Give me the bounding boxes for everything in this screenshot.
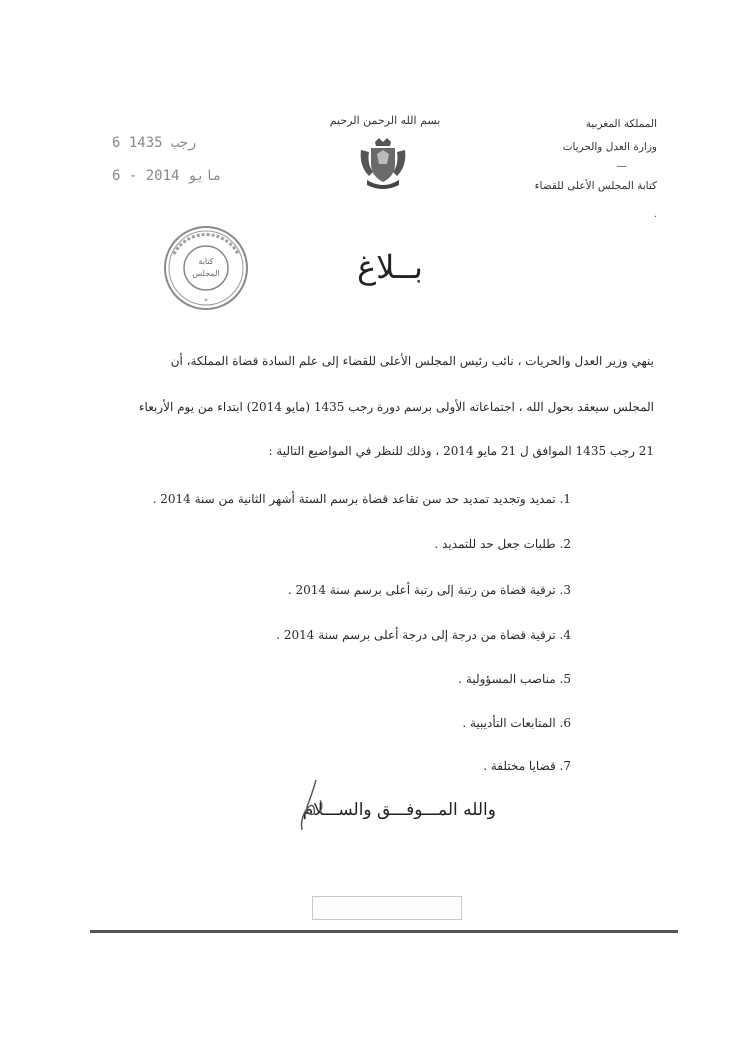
header-kingdom: المملكة المغربية <box>585 118 657 130</box>
date-stamp-gregorian: 6 - مايو 2014 <box>112 168 222 184</box>
seal-ring-icon <box>162 224 250 312</box>
closing-salutation: والله المـــوفـــق والســـلام <box>302 800 496 820</box>
body-line: المجلس سيعقد بحول الله ، اجتماعاته الأولى برسم دورة رجب 1435 (مايو 2014) ابتداء من يوم الأربعاء <box>138 400 654 414</box>
agenda-item: 3. ترقية قضاة من رتبة إلى رتبة أعلى برسم سنة 2014 . <box>287 583 571 597</box>
seal-text-top: كتابة <box>198 257 214 266</box>
bismillah: بسم الله الرحمن الرحيم <box>329 114 441 127</box>
header-council-office: كتابة المجلس الأعلى للقضاء <box>534 180 657 192</box>
agenda-item: 7. قضايا مختلفة . <box>483 759 571 773</box>
agenda-item: 2. طلبات جعل حد للتمديد . <box>434 537 571 551</box>
header-divider: — <box>616 160 627 172</box>
footer-rule <box>90 930 678 933</box>
document-title: بــلاغ <box>357 248 423 286</box>
seal-text-bottom: المجلس <box>192 269 220 278</box>
footer-stamp-box <box>312 896 462 920</box>
agenda-item: 4. ترقية قضاة من درجة إلى درجة أعلى برسم سنة 2014 . <box>276 628 571 642</box>
body-line: 21 رجب 1435 الموافق ل 21 مايو 2014 ، وذلك للنظر في المواضيع التالية : <box>268 444 654 458</box>
date-stamp-hijri: 6 رجب 1435 <box>112 135 197 151</box>
scan-speck: · <box>653 212 657 223</box>
agenda-item: 6. المتابعات التأديبية . <box>462 716 571 730</box>
agenda-item: 5. مناصب المسؤولية . <box>458 672 571 686</box>
svg-text:*: * <box>204 297 208 306</box>
body-line: ينهي وزير العدل والحريات ، نائب رئيس المجلس الأعلى للقضاء إلى علم السادة قضاة المملكة، أن <box>170 354 654 368</box>
royal-emblem-icon <box>357 136 409 190</box>
official-seal <box>162 224 250 312</box>
signature-mark <box>296 778 330 832</box>
header-ministry: وزارة العدل والحريات <box>562 141 657 153</box>
agenda-item: 1. تمديد وتجديد تمديد حد سن تقاعد قضاة برسم الستة أشهر الثانية من سنة 2014 . <box>152 492 571 506</box>
